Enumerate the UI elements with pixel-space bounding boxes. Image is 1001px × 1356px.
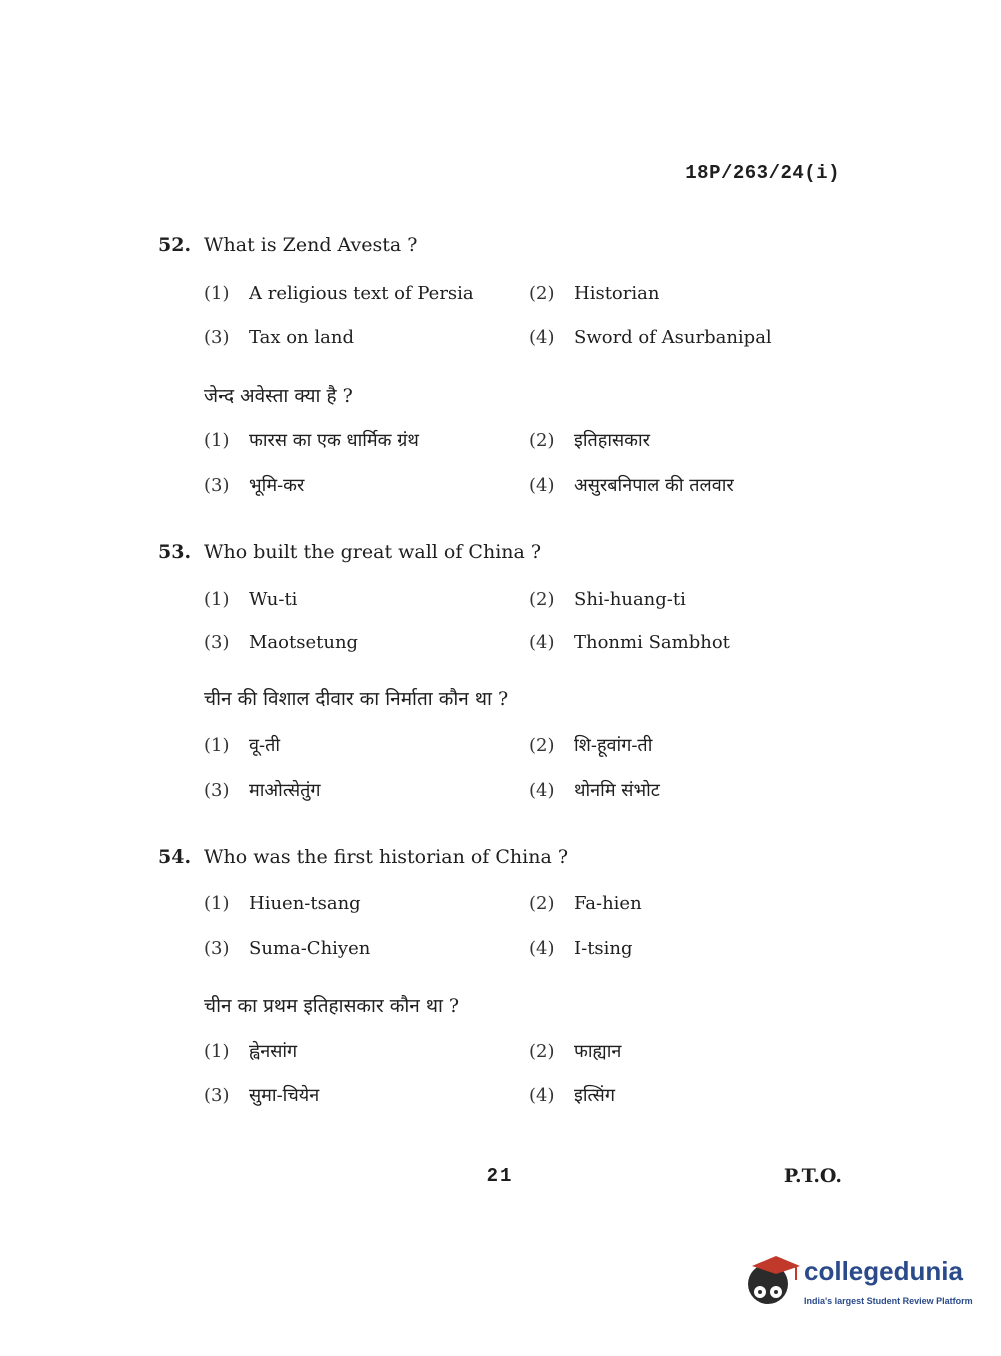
page-number: 21 [486,1165,514,1187]
question-number: 54. [158,846,192,868]
question-text-en: Who built the great wall of China ? [204,541,542,563]
option-3-hi: (3) सुमा-चियेन [204,1085,320,1106]
paper-code: 18P/263/24(i) [685,162,840,184]
option-3-hi: (3) भूमि-कर [204,475,305,496]
option-3-en: (3) Maotsetung [204,632,359,653]
question-number: 53. [158,541,192,563]
option-4-hi: (4) इत्सिंग [529,1085,615,1106]
option-4-hi: (4) थोनमि संभोट [529,780,660,801]
pto-label: P.T.O. [783,1165,842,1187]
option-4-en: (4) Sword of Asurbanipal [529,327,772,348]
option-2-hi: (2) फाह्यान [529,1041,622,1062]
question-text-hi: चीन का प्रथम इतिहासकार कौन था ? [204,995,460,1017]
collegedunia-logo [742,1252,982,1312]
option-3-hi: (3) माओत्सेतुंग [204,780,321,801]
option-3-en: (3) Suma-Chiyen [204,938,371,959]
question-text-hi: चीन की विशाल दीवार का निर्माता कौन था ? [204,688,509,710]
question-text-en: Who was the first historian of China ? [204,846,569,868]
mascot-icon [742,1252,802,1312]
option-2-hi: (2) शि-हूवांग-ती [529,735,653,756]
option-4-hi: (4) असुरबनिपाल की तलवार [529,475,734,496]
option-1-en: (1) A religious text of Persia [204,283,474,304]
question-54 [158,846,568,868]
question-53 [158,541,541,563]
option-2-en: (2) Historian [529,283,660,304]
option-2-hi: (2) इतिहासकार [529,430,650,451]
option-1-hi: (1) वू-ती [204,735,281,756]
option-4-en: (4) I-tsing [529,938,633,959]
option-1-hi: (1) फारस का एक धार्मिक ग्रंथ [204,430,419,451]
option-1-hi: (1) ह्वेनसांग [204,1041,298,1062]
question-52 [158,234,417,256]
question-text-en: What is Zend Avesta ? [204,234,418,256]
option-1-en: (1) Hiuen-tsang [204,893,361,914]
option-3-en: (3) Tax on land [204,327,354,348]
brand-tagline: India's largest Student Review Platform [804,1296,973,1306]
option-2-en: (2) Shi-huang-ti [529,589,686,610]
brand-name: collegedunia [804,1256,963,1286]
option-4-en: (4) Thonmi Sambhot [529,632,730,653]
option-2-en: (2) Fa-hien [529,893,642,914]
option-1-en: (1) Wu-ti [204,589,298,610]
question-text-hi: जेन्द अवेस्ता क्या है ? [204,385,353,407]
question-number: 52. [158,234,192,256]
